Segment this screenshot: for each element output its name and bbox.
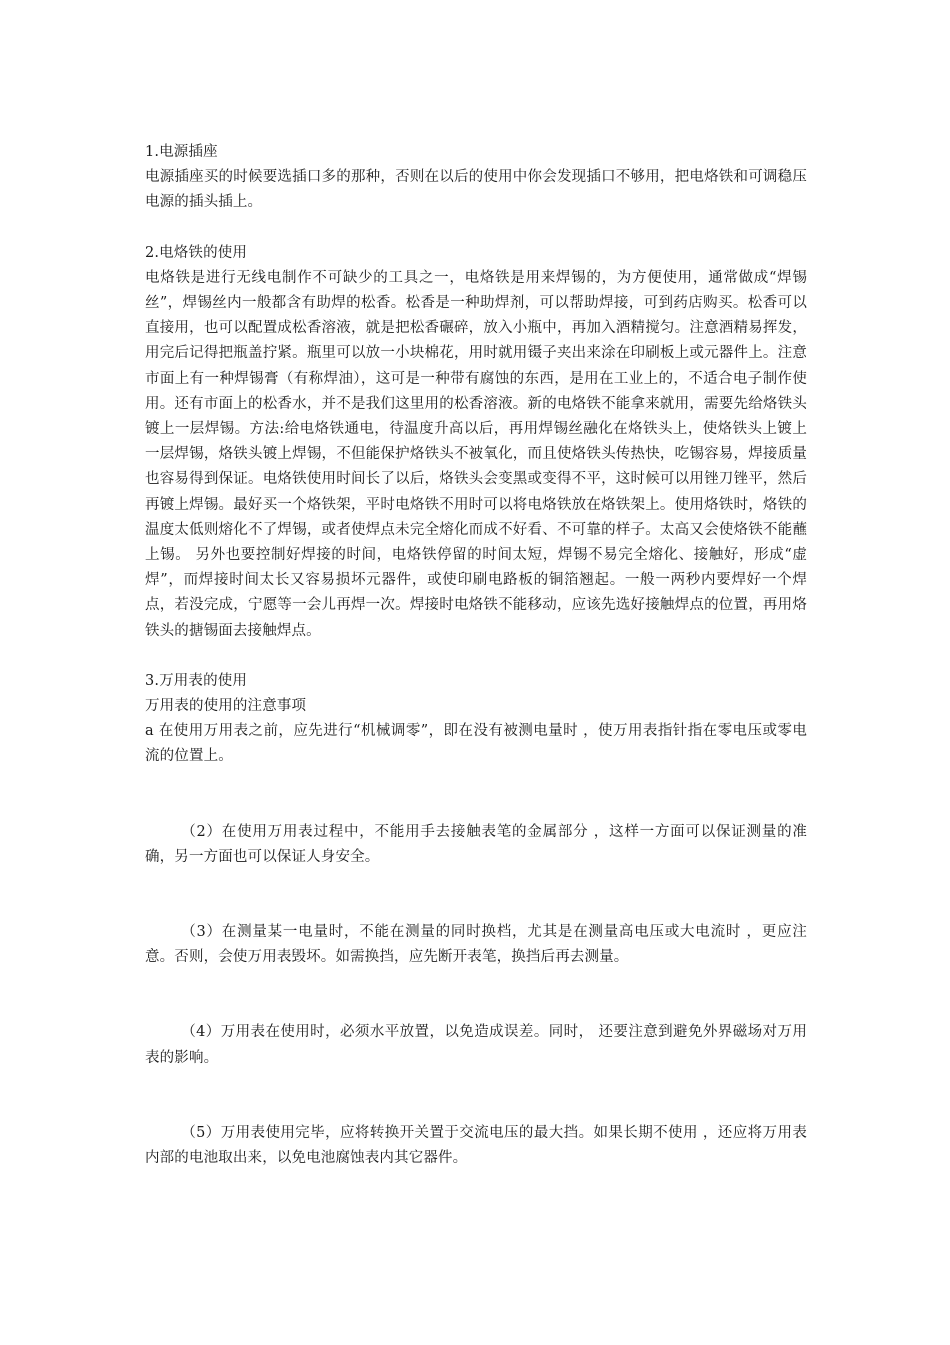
list-item-3: （3）在测量某一电量时，不能在测量的同时换档，尤其是在测量高电压或大电流时 ，更应注意。否则，会使万用表毁坏。如需换挡，应先断开表笔，换挡后再去测量。 bbox=[145, 924, 807, 966]
list-item-2: （2）在使用万用表过程中，不能用手去接触表笔的金属部分 ，这样一方面可以保证测量的准确，另一方面也可以保证人身安全。 bbox=[145, 823, 807, 865]
list-item-5: （5）万用表使用完毕，应将转换开关置于交流电压的最大挡。如果长期不使用 ，还应将万用表内部的电池取出来，以免电池腐蚀表内其它器件。 bbox=[145, 1124, 807, 1167]
spacer bbox=[145, 644, 807, 669]
spacer bbox=[145, 1071, 807, 1121]
spacer bbox=[145, 870, 807, 920]
section-2-body: 电烙铁是进行无线电制作不可缺少的工具之一，电烙铁是用来焊锡的，为方便使用，通常做成“焊锡丝”，焊锡丝内一般都含有助焊的松香。松香是一种助焊剂，可以帮助焊接，可到药店购买。松香可以直接用，也可以配置成松香溶液，就是把松香碾碎，放入小瓶中，再加入酒精搅匀。注意酒精易挥发，用完后记得把瓶盖拧紧。瓶里可以放一小块棉花，用时就用镊子夹出来涂在印刷板上或元器件上。注意市面上有一种焊锡膏（有称焊油），这可是一种带有腐蚀的东西，是用在工业上的，不适合电子制作使用。还有市面上的松香水，并不是我们这里用的松香溶液。新的电烙铁不能拿来就用，需要先给烙铁头镀上一层焊锡。方法:给电烙铁通电，待温度升高以后，再用焊锡丝融化在烙铁头上，使烙铁头上镀上一层焊锡，烙铁头镀上焊锡，不但能保护烙铁头不被氧化，而且使烙铁头传热快，吃锡容易，焊接质量也容易得到保证。电烙铁使用时间长了以后，烙铁头会变黑或变得不平，这时候可以用锉刀锉平，然后再镀上焊锡。最好买一个烙铁架，平时电烙铁不用时可以将电烙铁放在烙铁架上。使用烙铁时，烙铁的温度太低则熔化不了焊锡，或者使焊点未完全熔化而成不好看、不可靠的样子。太高又会使烙铁不能蘸上锡。 另外也要控制好焊接的时间，电烙铁停留的时间太短，焊锡不易完全熔化、接触好，形成“虚焊”，而焊接时间太长又容易损坏元器件，或使印刷电路板的铜箔翘起。一般一两秒内要焊好一个焊点，若没完成，宁愿等一会儿再焊一次。焊接时电烙铁不能移动，应该先选好接触焊点的位置，再用烙铁头的搪锡面去接触焊点。 bbox=[145, 269, 807, 639]
section-1-heading: 1.电源插座 bbox=[145, 144, 218, 160]
spacer bbox=[145, 970, 807, 1020]
section-3-subheading: 万用表的使用的注意事项 bbox=[145, 698, 307, 715]
document-body bbox=[145, 140, 807, 1171]
spacer bbox=[145, 216, 807, 241]
section-2-heading: 2.电烙铁的使用 bbox=[145, 244, 248, 261]
section-1-body: 电源插座买的时候要选插口多的那种，否则在以后的使用中你会发现插口不够用，把电烙铁和可调稳压电源的插头插上。 bbox=[145, 169, 807, 211]
section-3-heading: 3.万用表的使用 bbox=[145, 672, 248, 689]
list-item-4: （4）万用表在使用时，必须水平放置，以免造成误差。同时， 还要注意到避免外界磁场对万用表的影响。 bbox=[145, 1024, 807, 1066]
spacer bbox=[145, 770, 807, 820]
section-3-item-a: a 在使用万用表之前，应先进行“机械调零”，即在没有被测电量时 ，使万用表指针指在零电压或零电流的位置上。 bbox=[145, 723, 807, 765]
